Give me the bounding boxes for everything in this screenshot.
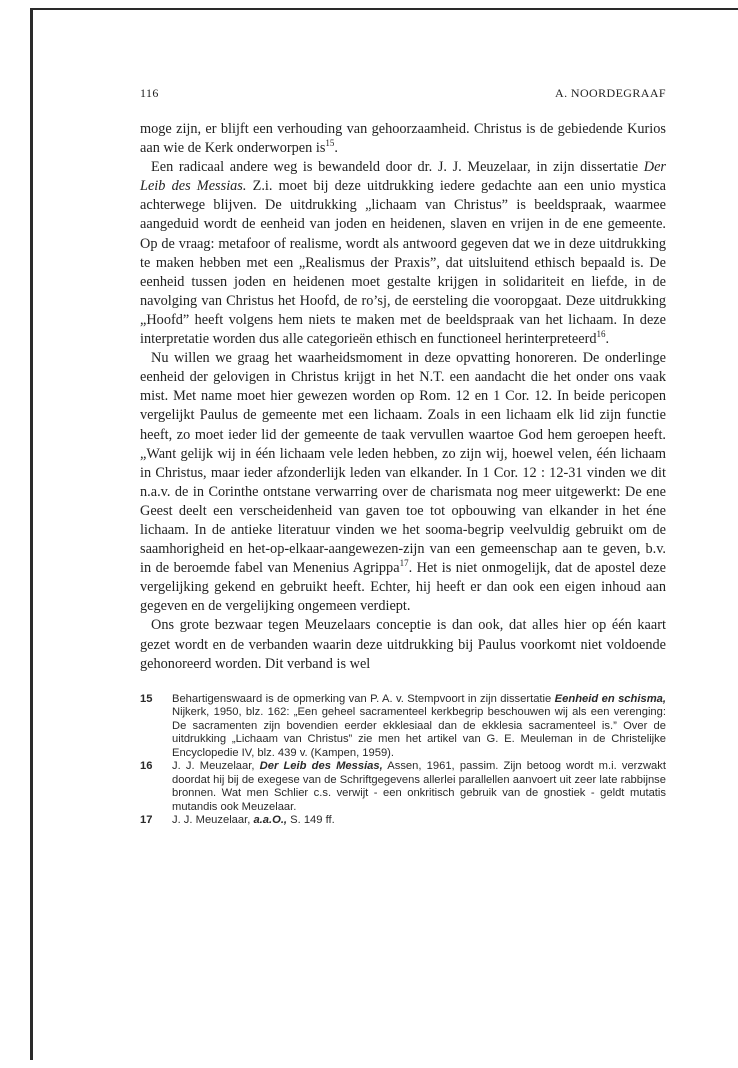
paragraph-3 <box>140 349 666 616</box>
paragraph-2-text-a: Een radicaal andere weg is bewandeld door dr. J. J. Meuzelaar, in zijn dissertatie <box>151 159 644 176</box>
paragraph-3-text-a: Nu willen we graag het waarheidsmoment in deze opvatting honoreren. De onderlinge eenheid der gelovigen in Christus krijgt in het N.T. een aandacht die het onder ons vaak mist. Met name moet hier gewezen worden op Rom. 12 en 1 Cor. 12. In beide pericopen vergelijkt Paulus de gemeente met een lichaam. Zoals in een lichaam elk lid zijn functie heeft, zo moet ieder lid der gemeente de taak vervullen waartoe God hem geroepen heeft. „Want gelijk wij in één lichaam vele leden hebben, zo zijn wij, hoewel velen, één lichaam in Christus, maar ieder afzonderlijk leden van elkander. In 1 Cor. 12 : 12-31 vinden we dit n.a.v. de in Corinthe ontstane verwarring over de charismata nog meer uitgewerkt: De ene Geest deelt een verscheidenheid van gaven toe tot opbouwing van elkander in het éne lichaam. In de antieke literatuur vinden we het sooma-begrip veelvuldig gebruikt om de saamhorigheid en het-op-elkaar-aangewezen-zijn van een gemeenschap aan te geven, b.v. in de beroemde fabel van Menenius Agrippa <box>140 350 666 577</box>
paragraph-1 <box>140 120 666 158</box>
footnote-15-text-a: Behartigenswaard is de opmerking van P. A. v. Stempvoort in zijn dissertatie <box>172 692 555 705</box>
footnote-15-text-b: Nijkerk, 1950, blz. 162: „Een geheel sacramenteel kerkbegrip beschouwen wij als een verenging: De sacramenten zijn bovendien eerder ekklesiaal dan de ekklesia sacramenteel is.” Over de uitdrukking „Lichaam van Christus” zie men het artikel van G. E. Meuleman in de Christelijke Encyclopedie IV, blz. 439 v. (Kampen, 1959). <box>172 706 666 759</box>
footnote-number: 16 <box>140 760 153 773</box>
paragraph-4 <box>140 616 666 673</box>
paragraph-4-text: Ons grote bezwaar tegen Meuzelaars conceptie is dan ook, dat alles hier op één kaart gezet wordt en de verbanden waarin deze uitdrukking bij Paulus voorkomt niet voldoende gehonoreerd worden. Dit verband is wel <box>140 617 666 672</box>
body-text <box>140 120 666 674</box>
footnote-15-title: Eenheid en schisma, <box>554 692 666 705</box>
scan-border-top <box>30 8 738 10</box>
running-head: A. NOORDEGRAAF <box>555 86 666 100</box>
footnotes <box>140 693 666 828</box>
footnote-17-text-b: S. 149 ff. <box>287 814 335 827</box>
footnote-text <box>172 693 666 761</box>
page-number: 116 <box>140 86 159 100</box>
footnote-15 <box>140 693 666 761</box>
book-page <box>140 86 666 828</box>
footnote-ref-15: 15 <box>325 138 335 149</box>
footnote-17-text-a: J. J. Meuzelaar, <box>172 814 254 827</box>
footnote-number: 17 <box>140 814 153 827</box>
footnote-16 <box>140 760 666 814</box>
footnote-text <box>172 760 666 814</box>
paragraph-1-text: moge zijn, er blijft een verhouding van gehoorzaamheid. Christus is de gebiedende Kurios aan wie de Kerk onderworpen is <box>140 121 666 157</box>
footnote-number: 15 <box>140 692 153 705</box>
footnote-16-text-a: J. J. Meuzelaar, <box>172 760 260 773</box>
footnote-ref-16: 16 <box>596 329 606 340</box>
footnote-16-title: Der Leib des Messias, <box>259 760 383 773</box>
footnote-ref-17: 17 <box>399 558 409 569</box>
dissertation-title: Der Leib des Messias. <box>140 159 666 195</box>
paragraph-2-text-b: Z.i. moet bij deze uitdrukking iedere gedachte aan een unio mystica achterwege blijven. De uitdrukking „lichaam van Christus” is beeldspraak, waarmee aangeduid wordt de eenheid van joden en heidenen, slaven en vrijen in de ene gemeente. Op de vraag: metafoor of realisme, wordt als antwoord gegeven dat we in deze uitdrukking te maken hebben met een „Realismus der Praxis”, dat uitsluitend ethisch bepaald is. De eenheid tussen joden en heidenen moet gestalte krijgen in solidariteit en liefde, in de navolging van Christus het Hoofd, de ro’sj, de eersteling die vooropgaat. Deze uitdrukking „Hoofd” heeft volgens hem niets te maken met de beeldspraak van het lichaam. In deze interpretatie worden dus alle categorieën ethisch en functioneel herinterpreteerd <box>140 178 666 348</box>
paragraph-2 <box>140 158 666 349</box>
page-header <box>140 86 666 101</box>
paragraph-3-text-b: . Het is niet onmogelijk, dat de apostel deze vergelijking gekend en gebruikt heeft. Echter, hij heeft er dan ook een eigen inhoud aan gegeven en de vergelijking ongemeen verdiept. <box>140 560 666 615</box>
paragraph-2-end: . <box>605 331 610 348</box>
scan-border-left <box>30 8 33 1060</box>
footnote-17 <box>140 814 666 828</box>
footnote-16-text-b: Assen, 1961, passim. Zijn betoog wordt m.i. verzwakt doordat hij bij de exegese van de Schriftgegevens allerlei parallellen aanvoert uit zeer late rabbijnse bronnen. Wat men Schlier c.s. verwijt - een onkritisch gebruik van de gnostiek - geldt mutatis mutandis ook Meuzelaar. <box>172 760 666 813</box>
footnote-text <box>172 814 666 828</box>
footnote-17-title: a.a.O., <box>253 814 288 827</box>
paragraph-1-end: . <box>334 140 338 157</box>
